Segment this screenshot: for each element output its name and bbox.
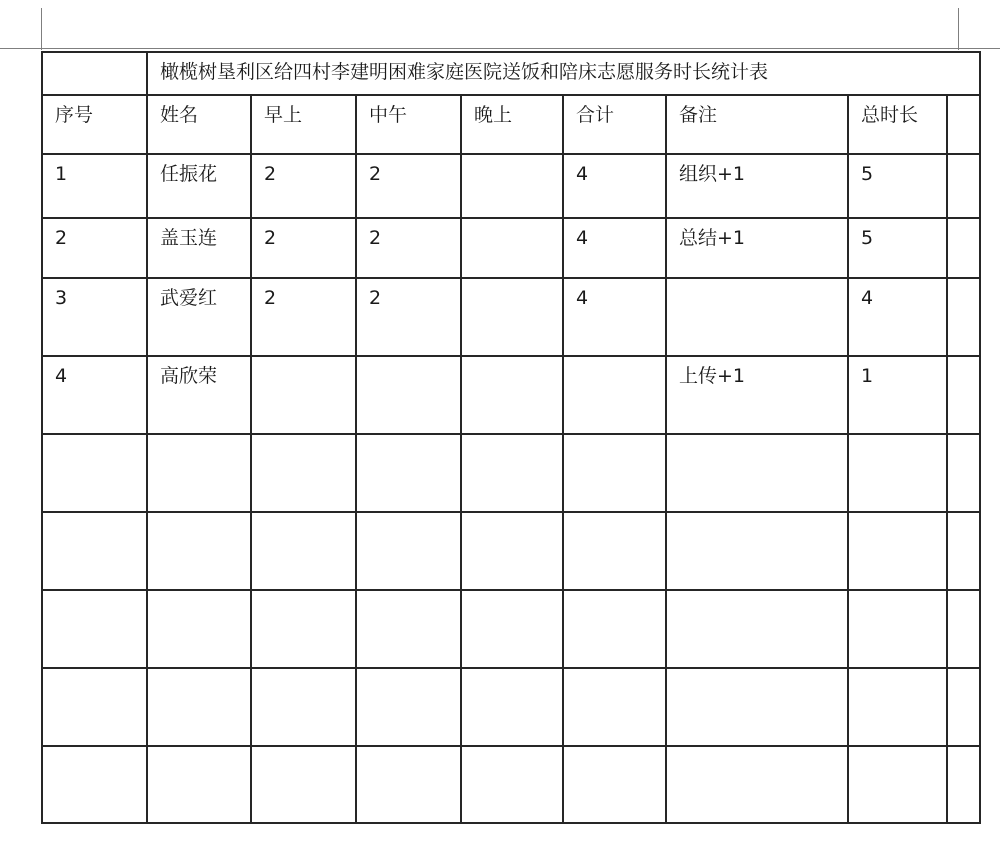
table-cell-total-hours: 1 (847, 355, 946, 433)
table-cell-remark (665, 745, 847, 822)
table-cell-name (146, 433, 250, 511)
table-cell-noon: 2 (355, 153, 460, 217)
table-cell-noon (355, 433, 460, 511)
table-cell-noon: 2 (355, 217, 460, 277)
table-cell-evening (460, 153, 562, 217)
table-cell-remark: 上传+1 (665, 355, 847, 433)
table-cell-name (146, 745, 250, 822)
table-cell-morning (250, 745, 355, 822)
table-cell-subtotal (562, 433, 665, 511)
table-cell-noon (355, 589, 460, 667)
table-cell-remark (665, 433, 847, 511)
table-cell-morning (250, 511, 355, 589)
title-row-blank-cell (41, 51, 146, 94)
table-border-bottom (41, 822, 981, 824)
table-cell-subtotal (562, 511, 665, 589)
header-total-hours: 总时长 (847, 94, 946, 153)
table-cell-evening (460, 511, 562, 589)
table-cell-remark: 总结+1 (665, 217, 847, 277)
table-cell-name: 盖玉连 (146, 217, 250, 277)
table-cell-subtotal (562, 589, 665, 667)
table-cell-index (41, 589, 146, 667)
table-cell-total-hours: 5 (847, 153, 946, 217)
table-cell-morning: 2 (250, 153, 355, 217)
header-morning: 早上 (250, 94, 355, 153)
table-cell-noon (355, 511, 460, 589)
table-cell-remark: 组织+1 (665, 153, 847, 217)
table-cell-total-hours (847, 589, 946, 667)
table-cell-evening (460, 277, 562, 355)
table-cell-evening (460, 745, 562, 822)
header-extra (946, 94, 981, 153)
table-cell-morning (250, 355, 355, 433)
table-cell-extra (946, 667, 981, 745)
table-cell-extra (946, 355, 981, 433)
table-cell-noon (355, 745, 460, 822)
header-evening: 晚上 (460, 94, 562, 153)
table-cell-index (41, 511, 146, 589)
table-cell-extra (946, 511, 981, 589)
table-cell-noon (355, 355, 460, 433)
table-cell-subtotal: 4 (562, 153, 665, 217)
table-cell-subtotal: 4 (562, 277, 665, 355)
table-cell-name: 高欣荣 (146, 355, 250, 433)
table-cell-name: 武爱红 (146, 277, 250, 355)
table-cell-index (41, 667, 146, 745)
table-cell-extra (946, 745, 981, 822)
table-cell-evening (460, 667, 562, 745)
table-border-right (979, 51, 981, 824)
table-cell-remark (665, 277, 847, 355)
table-cell-morning (250, 433, 355, 511)
table-title: 橄榄树垦利区给四村李建明困难家庭医院送饭和陪床志愿服务时长统计表 (146, 51, 981, 94)
table-cell-morning: 2 (250, 277, 355, 355)
table-cell-index: 3 (41, 277, 146, 355)
table-cell-name (146, 667, 250, 745)
table-cell-morning (250, 589, 355, 667)
table-cell-morning: 2 (250, 217, 355, 277)
header-name: 姓名 (146, 94, 250, 153)
table-cell-remark (665, 589, 847, 667)
table-cell-index (41, 745, 146, 822)
table-cell-name: 任振花 (146, 153, 250, 217)
table-cell-noon: 2 (355, 277, 460, 355)
header-index: 序号 (41, 94, 146, 153)
table-cell-remark (665, 511, 847, 589)
header-subtotal: 合计 (562, 94, 665, 153)
table-cell-noon (355, 667, 460, 745)
table-cell-extra (946, 589, 981, 667)
table-cell-total-hours (847, 745, 946, 822)
table-cell-evening (460, 355, 562, 433)
table-cell-evening (460, 589, 562, 667)
table-cell-evening (460, 433, 562, 511)
table-cell-extra (946, 153, 981, 217)
table-cell-morning (250, 667, 355, 745)
table-cell-index: 1 (41, 153, 146, 217)
table-cell-name (146, 589, 250, 667)
table-cell-total-hours (847, 511, 946, 589)
table-cell-extra (946, 433, 981, 511)
table-cell-evening (460, 217, 562, 277)
table-cell-total-hours: 4 (847, 277, 946, 355)
table-cell-subtotal (562, 667, 665, 745)
table-cell-index: 4 (41, 355, 146, 433)
table-cell-total-hours (847, 433, 946, 511)
table-cell-name (146, 511, 250, 589)
table-cell-index (41, 433, 146, 511)
table-cell-subtotal (562, 745, 665, 822)
table-cell-total-hours: 5 (847, 217, 946, 277)
table-cell-subtotal: 4 (562, 217, 665, 277)
table-cell-extra (946, 217, 981, 277)
table-cell-remark (665, 667, 847, 745)
table-cell-total-hours (847, 667, 946, 745)
header-noon: 中午 (355, 94, 460, 153)
table-cell-index: 2 (41, 217, 146, 277)
table-cell-extra (946, 277, 981, 355)
table-cell-subtotal (562, 355, 665, 433)
header-remark: 备注 (665, 94, 847, 153)
